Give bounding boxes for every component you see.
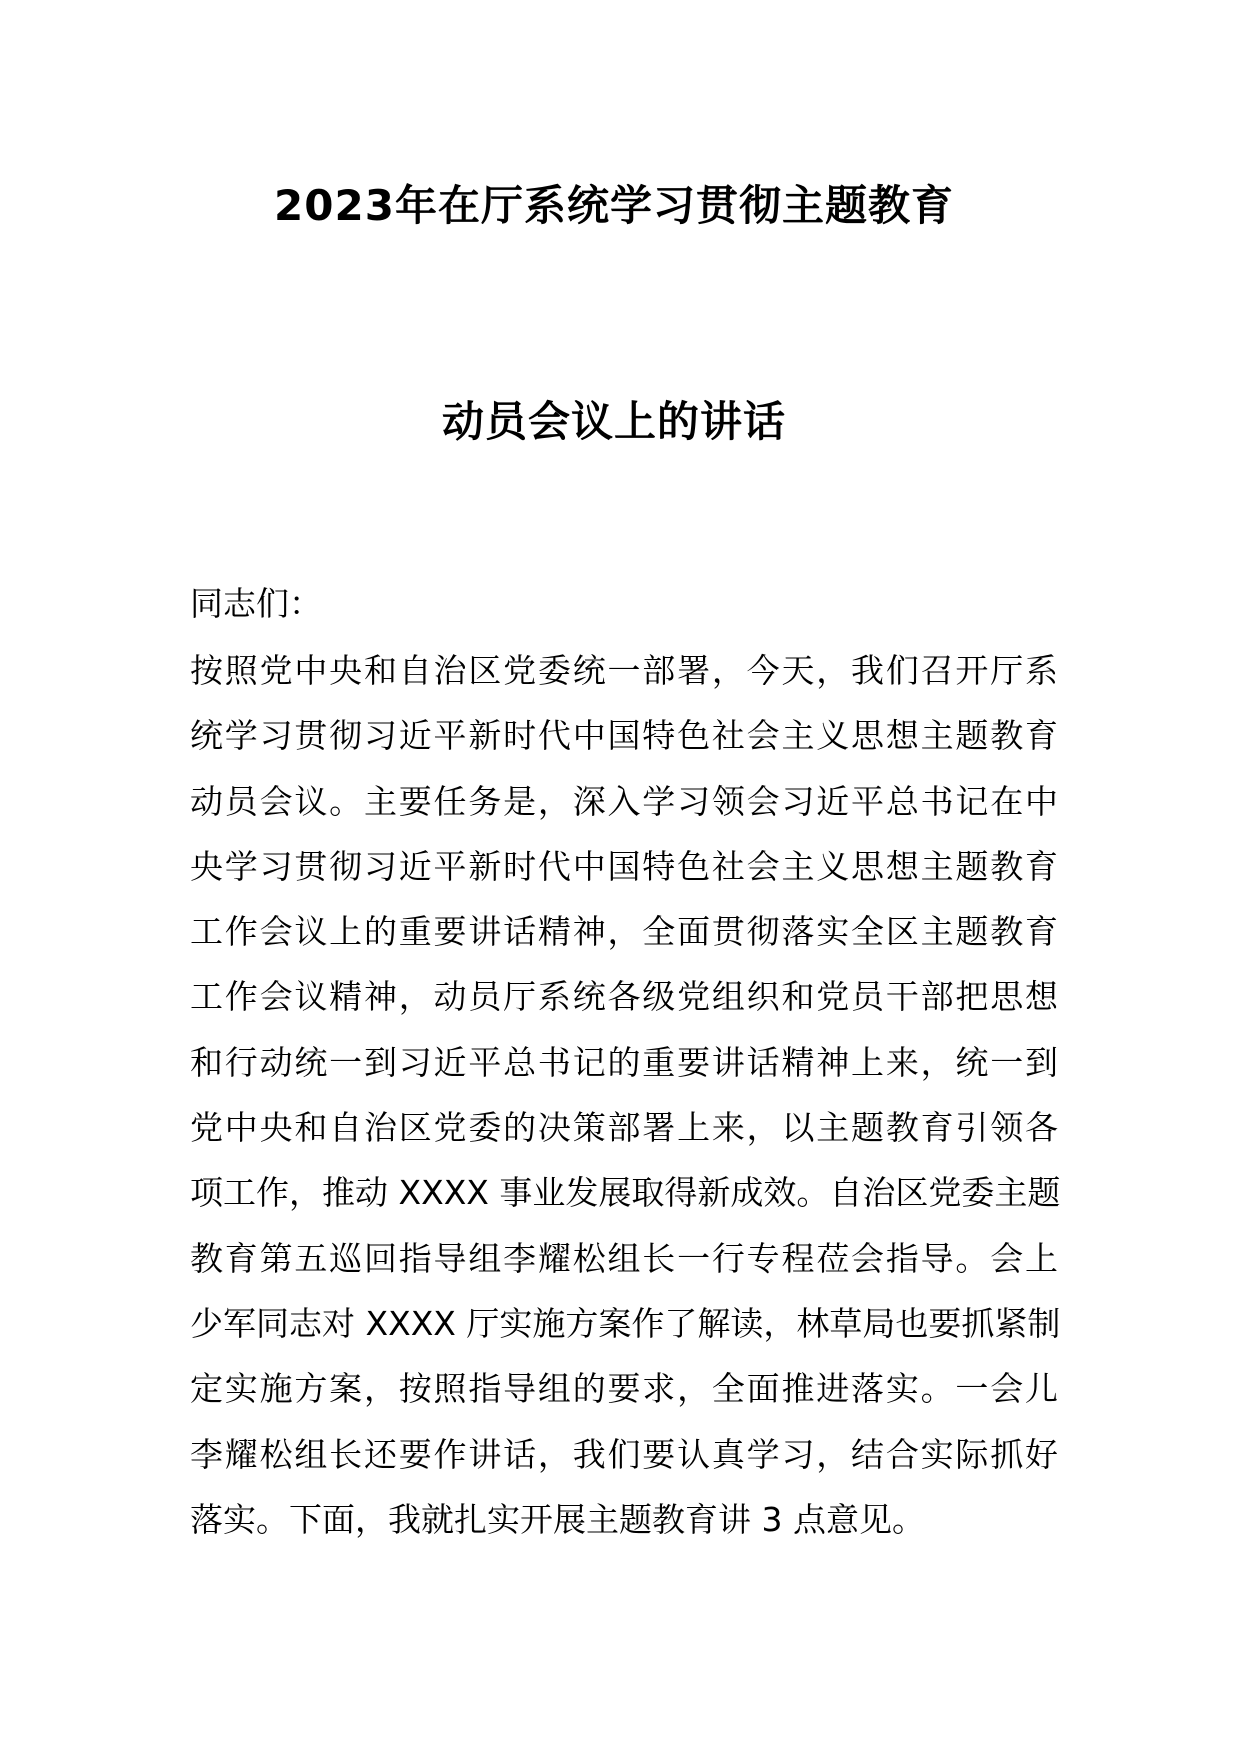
paragraph-line: 落实。下面，我就扎实开展主题教育讲 3 点意见。 bbox=[190, 1499, 925, 1539]
paragraph-line: 党中央和自治区党委的决策部署上来，以主题教育引领各 bbox=[190, 1108, 1058, 1148]
paragraph-line: 少军同志对 XXXX 厅实施方案作了解读，林草局也要抓紧制 bbox=[190, 1303, 1061, 1343]
paragraph-line: 动员会议。主要任务是，深入学习领会习近平总书记在中 bbox=[190, 781, 1058, 821]
paragraph-line: 项工作，推动 XXXX 事业发展取得新成效。自治区党委主题 bbox=[190, 1173, 1061, 1213]
salutation: 同志们： bbox=[190, 584, 322, 623]
paragraph-line: 央学习贯彻习近平新时代中国特色社会主义思想主题教育 bbox=[190, 846, 1058, 886]
document-title-line-2: 动员会议上的讲话 bbox=[441, 397, 786, 446]
paragraph-line: 教育第五巡回指导组李耀松组长一行专程莅会指导。会上 bbox=[190, 1238, 1058, 1278]
document-title-line-1: 2023年在厅系统学习贯彻主题教育 bbox=[274, 181, 954, 230]
paragraph-line: 工作会议精神，动员厅系统各级党组织和党员干部把思想 bbox=[190, 977, 1058, 1017]
paragraph-line: 工作会议上的重要讲话精神，全面贯彻落实全区主题教育 bbox=[190, 912, 1058, 952]
paragraph-line: 统学习贯彻习近平新时代中国特色社会主义思想主题教育 bbox=[190, 716, 1058, 756]
paragraph-line: 李耀松组长还要作讲话，我们要认真学习，结合实际抓好 bbox=[190, 1434, 1058, 1474]
paragraph-line: 和行动统一到习近平总书记的重要讲话精神上来，统一到 bbox=[190, 1042, 1058, 1082]
speech-paragraph bbox=[190, 638, 1061, 1552]
paragraph-line: 定实施方案，按照指导组的要求，全面推进落实。一会儿 bbox=[190, 1369, 1058, 1409]
paragraph-line: 按照党中央和自治区党委统一部署，今天，我们召开厅系 bbox=[190, 651, 1058, 690]
